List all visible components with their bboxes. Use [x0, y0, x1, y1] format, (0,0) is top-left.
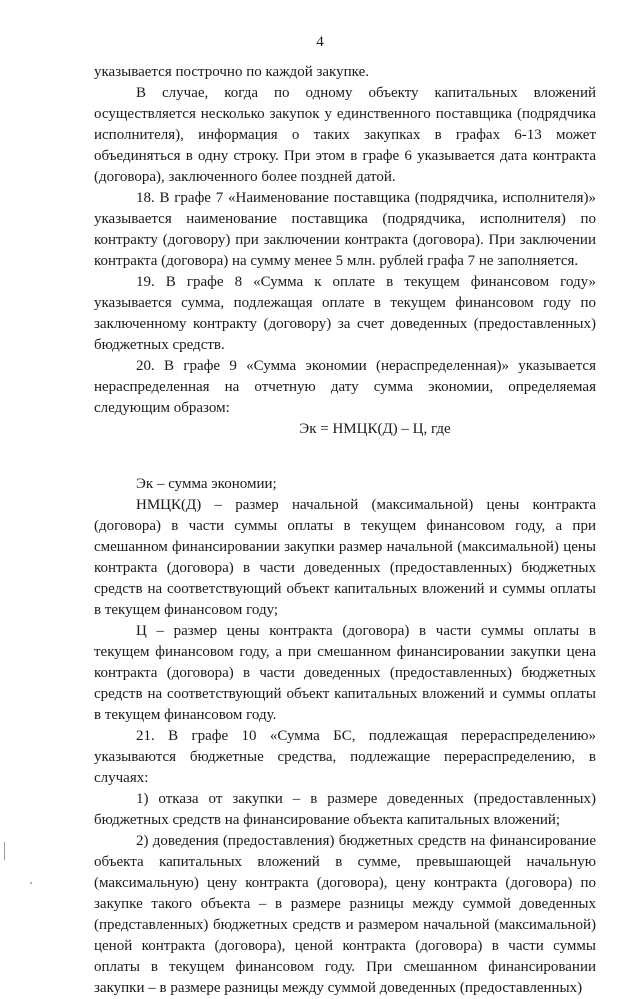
- list-item-1: 1) отказа от закупки – в размере доведенных (предоставленных) бюджетных средств на финансирование объекта капитальных вложений;: [94, 791, 596, 828]
- paragraph-single-supplier: В случае, когда по одному объекту капитальных вложений осуществляется несколько закупок у единственного поставщика (подрядчика исполнителя), информация о таких закупках в графах 6-13 может объединяться в одну строку. При этом в графе 6 указывается дата контракта (договора), заключенного более поздней датой.: [94, 85, 596, 185]
- scan-speck: [30, 882, 32, 884]
- paragraph-item-21: 21. В графе 10 «Сумма БС, подлежащая перераспределению» указываются бюджетные средства, подлежащие перераспределению, в случаях:: [94, 728, 596, 786]
- paragraph-item-19: 19. В графе 8 «Сумма к оплате в текущем финансовом году» указывается сумма, подлежащая оплате в текущем финансовом году по заключенному контракту (договору) за счет доведенных (предоставленных) бюджетных средств.: [94, 274, 596, 353]
- page-number: 4: [316, 34, 324, 50]
- document-body: [94, 62, 596, 999]
- scan-edge-mark: [4, 842, 5, 860]
- definition-ek: Эк – сумма экономии;: [136, 476, 277, 492]
- definition-nmck: НМЦК(Д) – размер начальной (максимальной) цены контракта (договора) в части суммы оплаты в текущем финансовом году, а при смешанном финансировании закупки размер начальной (максимальной) цены контракта (договора) в части доведенных (предоставленных) бюджетных средств на соответствующий объект капитальных вложений и суммы оплаты в текущем финансовом году;: [94, 497, 596, 618]
- list-item-2: 2) доведения (предоставления) бюджетных средств на финансирование объекта капитальных вложений в сумме, превышающей начальную (максимальную) цену контракта (договора), цену контракта (договора) по закупке такого объекта – в размере разницы между суммой доведенных (представленных) бюджетных средств и размером начальной (максимальной) ценой контракта (договора), ценой контракта (договора) в части суммы оплаты в текущем финансовом году. При смешанном финансировании закупки – в размере разницы между суммой доведенных (предоставленных): [94, 833, 596, 996]
- paragraph-item-18: 18. В графе 7 «Наименование поставщика (подрядчика, исполнителя)» указывается наименование поставщика (подрядчика, исполнителя) по контракту (договору) при заключении контракта (договора). При заключении контракта (договора) на сумму менее 5 млн. рублей графа 7 не заполняется.: [94, 190, 596, 269]
- savings-formula: Эк = НМЦК(Д) – Ц, где: [299, 421, 451, 437]
- paragraph-continuation: указывается построчно по каждой закупке.: [94, 64, 369, 80]
- definition-c: Ц – размер цены контракта (договора) в части суммы оплаты в текущем финансовом году, а при смешанном финансировании закупки цена контракта (договора) в части доведенных (предоставленных) бюджетных средств на соответствующий объект капитальных вложений и суммы оплаты в текущем финансовом году.: [94, 623, 596, 723]
- paragraph-item-20: 20. В графе 9 «Сумма экономии (нераспределенная)» указывается нераспределенная на отчетную дату сумма экономии, определяемая следующим образом:: [94, 358, 596, 416]
